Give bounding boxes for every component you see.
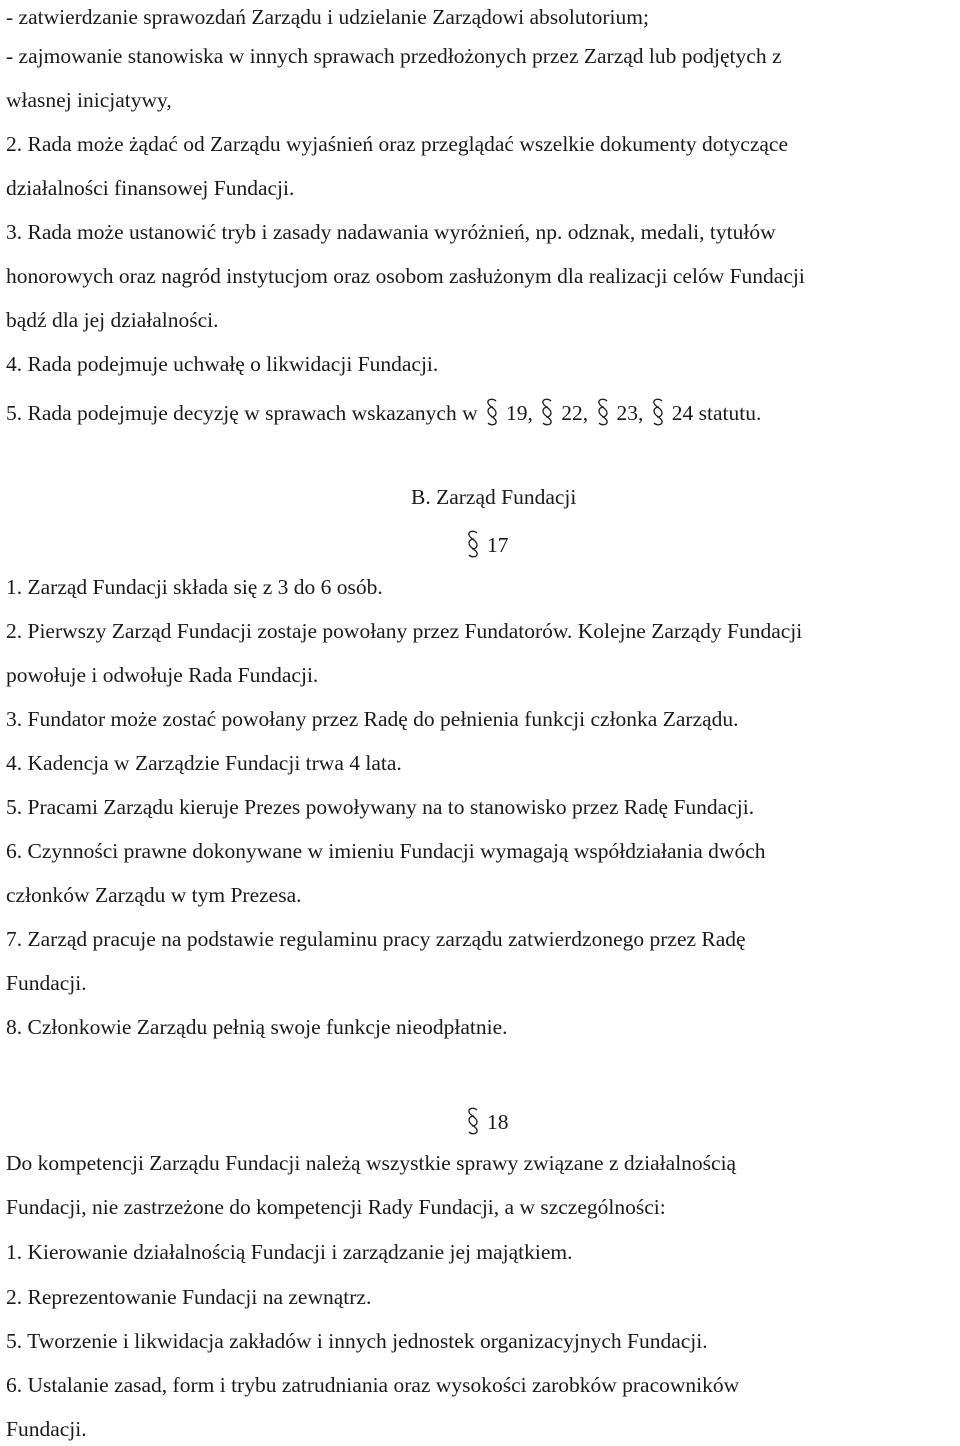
text-line: 4. Kadencja w Zarządzie Fundacji trwa 4 lata.: [6, 751, 402, 775]
section-sign-icon: [596, 398, 610, 426]
section-sign-icon: [466, 530, 480, 558]
text-line: honorowych oraz nagród instytucjom oraz osobom zasłużonym dla realizacji celów Fundacji: [6, 264, 805, 288]
paragraph-number-value: 18: [487, 1110, 509, 1134]
text-line: Do kompetencji Zarządu Fundacji należą wszystkie sprawy związane z działalnością: [6, 1151, 737, 1175]
text-line: własnej inicjatywy,: [6, 88, 172, 112]
text-line: - zatwierdzanie sprawozdań Zarządu i udzielanie Zarządowi absolutorium;: [6, 5, 649, 29]
text-line: 6. Ustalanie zasad, form i trybu zatrudniania oraz wysokości zarobków pracowników: [6, 1373, 740, 1397]
text-line: powołuje i odwołuje Rada Fundacji.: [6, 663, 319, 687]
paragraph-number: [464, 1107, 509, 1135]
text-line: działalności finansowej Fundacji.: [6, 176, 295, 200]
text-line: 2. Reprezentowanie Fundacji na zewnątrz.: [6, 1285, 372, 1309]
item-5-line: [6, 398, 761, 426]
text-line: 6. Czynności prawne dokonywane w imieniu Fundacji wymagają współdziałania dwóch: [6, 839, 766, 863]
text-line: Fundacji.: [6, 1417, 87, 1441]
paragraph-number: [464, 530, 509, 558]
text-line: 2. Pierwszy Zarząd Fundacji zostaje powołany przez Fundatorów. Kolejne Zarządy Fundacji: [6, 619, 803, 643]
text-line: 5. Pracami Zarządu kieruje Prezes powoływany na to stanowisko przez Radę Fundacji.: [6, 795, 755, 819]
text-line: 3. Rada może ustanowić tryb i zasady nadawania wyróżnień, np. odznak, medali, tytułów: [6, 220, 776, 244]
text-line: 8. Członkowie Zarządu pełnią swoje funkcje nieodpłatnie.: [6, 1015, 508, 1039]
section-sign-icon: [540, 398, 554, 426]
section-sign-icon: [466, 1107, 480, 1135]
text-line: 7. Zarząd pracuje na podstawie regulaminu pracy zarządu zatwierdzonego przez Radę: [6, 927, 746, 951]
text-line: Fundacji, nie zastrzeżone do kompetencji Rady Fundacji, a w szczególności:: [6, 1195, 666, 1219]
item-5-prefix: 5. Rada podejmuje decyzję w sprawach wskazanych w: [6, 401, 478, 425]
text-line: 3. Fundator może zostać powołany przez Radę do pełnienia funkcji członka Zarządu.: [6, 707, 739, 731]
section-sign-icon: [485, 398, 499, 426]
text-line: Fundacji.: [6, 971, 87, 995]
article-ref: 23,: [616, 401, 644, 425]
article-ref: 24 statutu.: [671, 401, 762, 425]
text-line: 1. Zarząd Fundacji składa się z 3 do 6 osób.: [6, 575, 383, 599]
article-ref: 22,: [561, 401, 589, 425]
section-heading: B. Zarząd Fundacji: [411, 485, 577, 509]
text-line: 4. Rada podejmuje uchwałę o likwidacji Fundacji.: [6, 352, 439, 376]
text-line: - zajmowanie stanowiska w innych sprawach przedłożonych przez Zarząd lub podjętych z: [6, 44, 782, 68]
section-sign-icon: [651, 398, 665, 426]
article-ref: 19,: [506, 401, 533, 425]
text-line: bądź dla jej działalności.: [6, 308, 219, 332]
paragraph-number-value: 17: [487, 533, 509, 557]
text-line: 2. Rada może żądać od Zarządu wyjaśnień oraz przeglądać wszelkie dokumenty dotyczące: [6, 132, 788, 156]
text-line: członków Zarządu w tym Prezesa.: [6, 883, 302, 907]
text-line: 1. Kierowanie działalnością Fundacji i zarządzanie jej majątkiem.: [6, 1240, 573, 1264]
text-line: 5. Tworzenie i likwidacja zakładów i innych jednostek organizacyjnych Fundacji.: [6, 1329, 708, 1353]
